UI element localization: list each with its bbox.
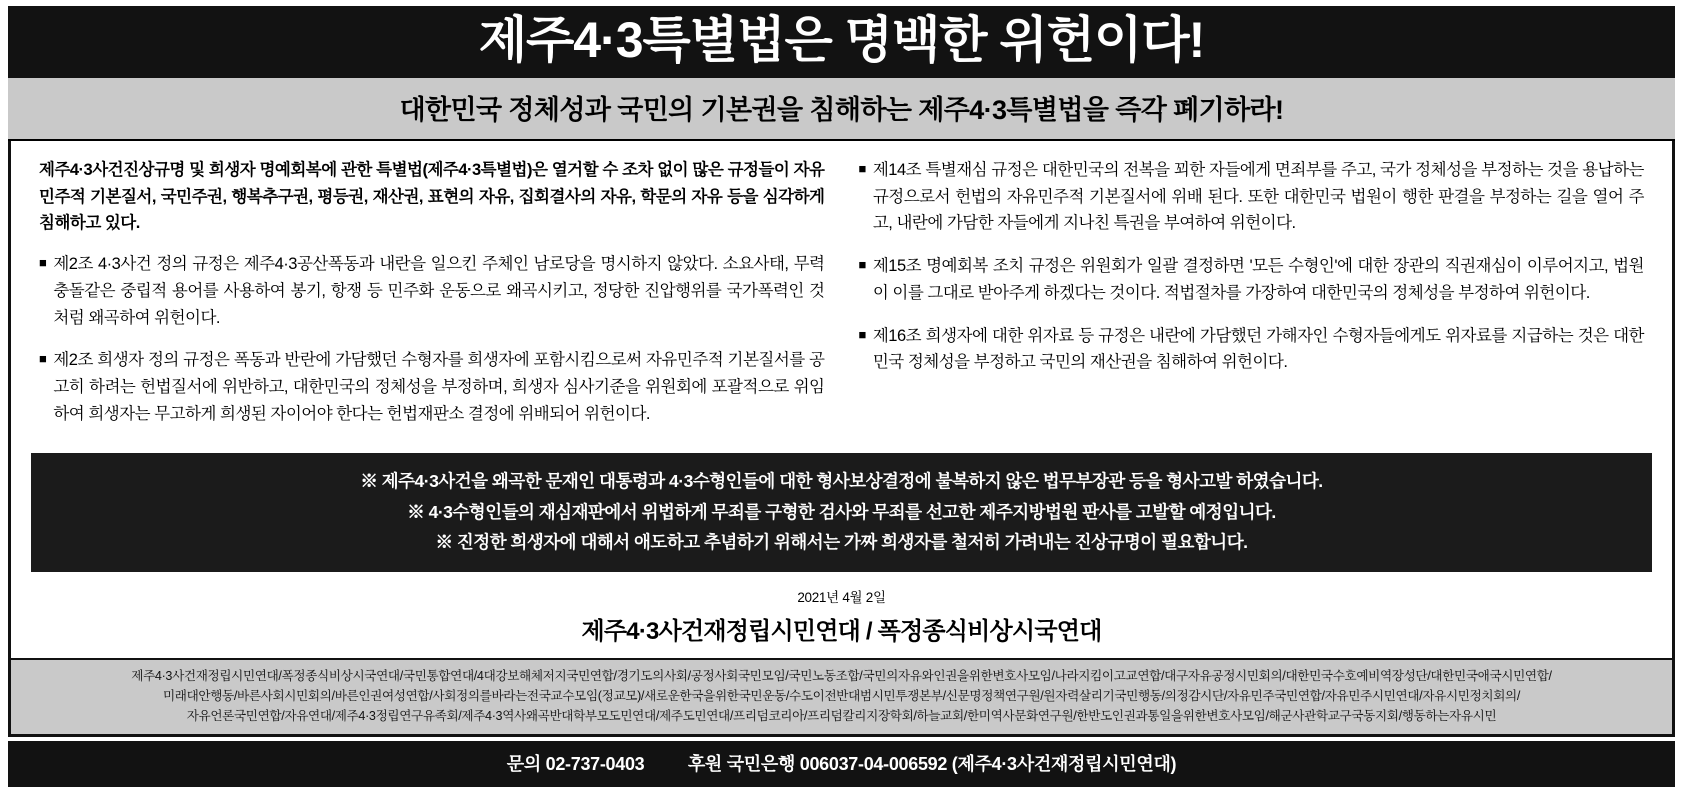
lead-paragraph: 제주4·3사건진상규명 및 희생자 명예회복에 관한 특별법(제주4·3특별법)은 열거할 수 조차 없이 많은 규정들이 자유민주적 기본질서, 국민주권, 행복추구권, 평등권, 재산권, 표현의 자유, 집회결사의 자유, 학문의 자유 등을 심각하게 침해하고 있다. [39, 161, 825, 233]
page-title: 제주4·3특별법은 명백한 위헌이다! [8, 6, 1675, 78]
square-bullet-icon: ■ [858, 326, 866, 342]
left-column [39, 157, 825, 443]
list-item [859, 157, 1645, 237]
square-bullet-icon: ■ [39, 255, 47, 271]
list-item [859, 323, 1645, 376]
list-item-text: 제15조 명예회복 조치 규정은 위원회가 일괄 결정하면 '모든 수형인'에 대한 장관의 직권재심이 이루어지고, 법원이 이를 그대로 받아주게 하겠다는 것이다. 적법절차를 가장하여 대한민국의 정체성을 부정하여 위헌이다. [872, 257, 1644, 302]
organization-name: 제주4·3사건재정립시민연대 / 폭정종식비상시국연대 [581, 617, 1102, 645]
notice-line: ※ 진정한 희생자에 대해서 애도하고 추념하기 위해서는 가짜 희생자를 철저히 가려내는 진상규명이 필요합니다. [435, 531, 1248, 552]
list-item [39, 251, 825, 331]
square-bullet-icon: ■ [39, 351, 47, 367]
list-item-text: 제2조 희생자 정의 규정은 폭동과 반란에 가담했던 수형자를 희생자에 포함시킴으로써 자유민주적 기본질서를 공고히 하려는 헌법질서에 위반하고, 대한민국의 정체성을 부정하며, 희생자 심사기준을 위원회에 포괄적으로 위임하여 희생자는 무고하게 희생된 자이어야 한다는 헌법재판소 결정에 위배되어 위헌이다. [53, 351, 825, 423]
square-bullet-icon: ■ [858, 161, 866, 176]
list-item [39, 347, 825, 427]
list-item [859, 253, 1645, 306]
list-item-text: 제16조 희생자에 대한 위자료 등 규정은 내란에 가담했던 가해자인 수형자들에게도 위자료를 지급하는 것은 대한민국 정체성을 부정하고 국민의 재산권을 침해하여 위헌이다. [872, 326, 1644, 372]
list-item-text: 제2조 4·3사건 정의 규정은 제주4·3공산폭동과 내란을 일으킨 주체인 남로당을 명시하지 않았다. 소요사태, 무력충돌같은 중립적 용어를 사용하여 봉기, 항쟁 등 민주화 운동으로 왜곡시키고, 정당한 진압행위를 국가폭력인 것처럼 왜곡하여 위헌이다. [53, 255, 825, 327]
notice-box [31, 453, 1652, 571]
footer-bar [8, 741, 1675, 787]
notice-line: ※ 제주4·3사건을 왜곡한 문재인 대통령과 4·3수형인들에 대한 형사보상결정에 불복하지 않은 법무부장관 등을 형사고발 하였습니다. [360, 471, 1323, 492]
signatory-line: 미래대안행동/바른사회시민회의/바른인권여성연합/사회정의를바라는전국교수모임(정교모)/새로운한국을위한국민운동/수도이전반대범시민투쟁본부/신문명정책연구원/원자력살리기국민행동/의정감시단/자유민주국민연합/자유민주시민연대/자유시민정치회의/ [162, 688, 1520, 703]
body-container [8, 141, 1675, 737]
square-bullet-icon: ■ [858, 257, 866, 273]
signatory-line: 자유언론국민연합/자유연대/제주4·3정립연구유족회/제주4·3역사왜곡반대학부모도민연대/제주도민연대/프리덤코리아/프리덤칼리지장학회/하늘교회/한미역사문화연구원/한반도인권과통일을위한변호사모임/해군사관학교구국동지회/행동하는자유시민 [186, 708, 1497, 723]
signatory-list [11, 658, 1672, 735]
date-text: 2021년 4월 2일 [797, 589, 886, 605]
list-item-text: 제14조 특별재심 규정은 대한민국의 전복을 꾀한 자들에게 면죄부를 주고, 국가 정체성을 부정하는 것을 용납하는 규정으로서 헌법의 자유민주적 기본질서에 위배 된다. 또한 대한민국 법원이 행한 판결을 부정하는 길을 열어 주고, 내란에 가담한 자들에게 지나친 특권을 부여하여 위헌이다. [872, 161, 1644, 233]
signatory-line: 제주4·3사건재정립시민연대/폭정종식비상시국연대/국민통합연대/4대강보해체저지국민연합/경기도의사회/공정사회국민모임/국민노동조합/국민의자유와인권을위한변호사모임/나라지킴이고교연합/대구자유공정시민회의/대한민국수호예비역장성단/대한민국애국시민연합/ [131, 668, 1552, 683]
notice-line: ※ 4·3수형인들의 재심재판에서 위법하게 무죄를 구형한 검사와 무죄를 선고한 제주지방법원 판사를 고발할 예정입니다. [407, 501, 1276, 522]
donation-account: 후원 국민은행 006037-04-006592 (제주4·3사건재정립시민연대) [687, 754, 1177, 775]
two-column-body [11, 141, 1672, 447]
page-subtitle: 대한민국 정체성과 국민의 기본권을 침해하는 제주4·3특별법을 즉각 폐기하라! [8, 78, 1675, 141]
inquiry-phone: 문의 02-737-0403 [506, 754, 645, 775]
right-column [859, 157, 1645, 443]
